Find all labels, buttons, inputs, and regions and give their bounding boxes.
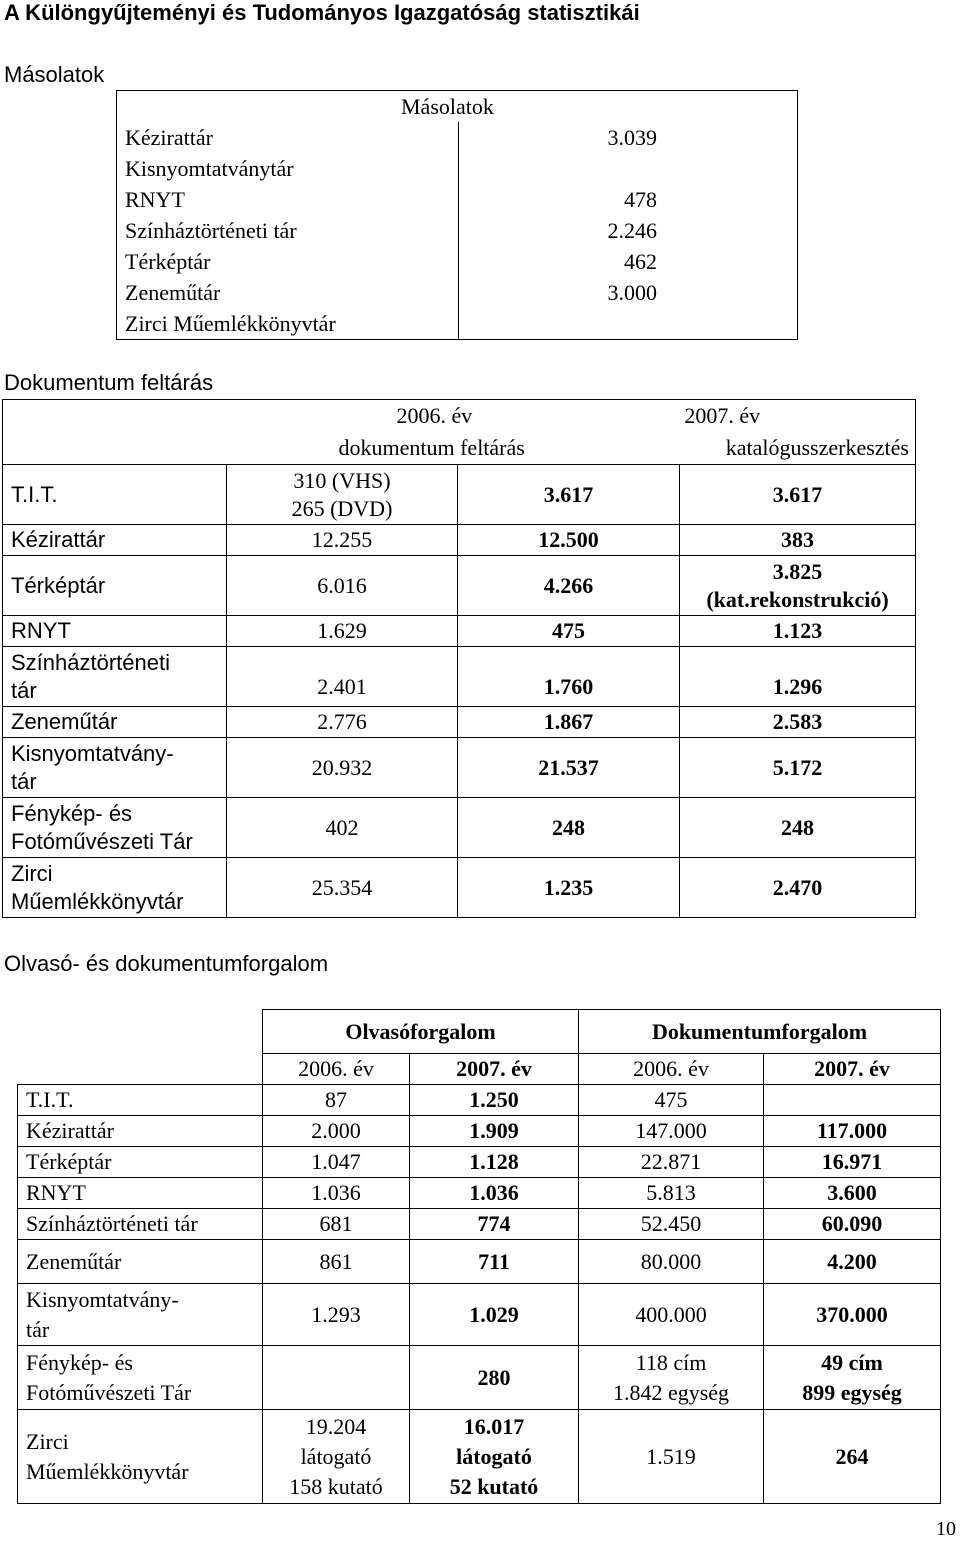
value-2007-a: 3.617 bbox=[458, 465, 680, 525]
table-row bbox=[3, 616, 916, 647]
table-row bbox=[3, 525, 916, 556]
documents-2007 bbox=[764, 1085, 941, 1116]
row-label: Színháztörténeti tár bbox=[18, 1209, 263, 1240]
readers-2006: 1.293 bbox=[263, 1284, 410, 1346]
documents-2006: 52.450 bbox=[579, 1209, 764, 1240]
value-2007-a: 1.235 bbox=[458, 858, 680, 918]
value-2007-b: 1.123 bbox=[680, 616, 916, 647]
year-2006-readers: 2006. év bbox=[263, 1054, 410, 1085]
documents-2006: 118 cím bbox=[635, 1349, 707, 1375]
table-header-row bbox=[117, 91, 798, 123]
table-row bbox=[3, 707, 916, 738]
table-row bbox=[18, 1085, 941, 1116]
readers-2007: 1.029 bbox=[410, 1284, 579, 1346]
header-sub-2007: katalógusszerkesztés bbox=[725, 435, 909, 460]
row-label: RNYT bbox=[18, 1178, 263, 1209]
readers-2007: 1.250 bbox=[410, 1085, 579, 1116]
value-2006: 2.776 bbox=[227, 707, 458, 738]
table-row bbox=[117, 184, 798, 215]
copies-table bbox=[116, 90, 798, 340]
value-2007-a: 1.760 bbox=[458, 647, 680, 707]
readers-2006: 2.000 bbox=[263, 1116, 410, 1147]
documents-2006: 5.813 bbox=[579, 1178, 764, 1209]
readers-2007: 1.036 bbox=[410, 1178, 579, 1209]
row-label: T.I.T. bbox=[18, 1085, 263, 1116]
row-label: Zeneműtár bbox=[18, 1240, 263, 1284]
value-2007-b: 3.825 bbox=[772, 558, 823, 584]
readers-2006: 681 bbox=[263, 1209, 410, 1240]
row-label: Kézirattár bbox=[3, 525, 227, 556]
row-label: Fénykép- és bbox=[11, 800, 133, 826]
readers-2006: 87 bbox=[263, 1085, 410, 1116]
readers-2007: 1.128 bbox=[410, 1147, 579, 1178]
documents-2006: 147.000 bbox=[579, 1116, 764, 1147]
table-row bbox=[18, 1346, 941, 1410]
table-row bbox=[18, 1178, 941, 1209]
row-label: RNYT bbox=[117, 184, 459, 215]
section-title-processing: Dokumentum feltárás bbox=[4, 370, 214, 395]
value-2007-a: 475 bbox=[458, 616, 680, 647]
value-2007-a: 248 bbox=[458, 798, 680, 858]
page-number: 10 bbox=[936, 1518, 956, 1540]
readers-2007: 16.017 bbox=[463, 1413, 525, 1439]
row-label-2: Műemlékkönyvtár bbox=[26, 1458, 189, 1484]
row-label: Zirci bbox=[26, 1428, 69, 1454]
value-2006: 6.016 bbox=[227, 556, 458, 616]
documents-2007: 60.090 bbox=[764, 1209, 941, 1240]
traffic-table bbox=[17, 1009, 941, 1504]
row-value bbox=[459, 153, 798, 184]
value-2007-b: 5.172 bbox=[680, 738, 916, 798]
table-row bbox=[3, 556, 916, 616]
documents-2007-b: 899 egység bbox=[802, 1379, 902, 1405]
readers-2007: 711 bbox=[410, 1240, 579, 1284]
row-value: 478 bbox=[624, 186, 657, 212]
row-value: 3.000 bbox=[607, 279, 657, 305]
documents-2007: 49 cím bbox=[821, 1349, 883, 1375]
readers-2007: 1.909 bbox=[410, 1116, 579, 1147]
value-2007-b: 1.296 bbox=[680, 647, 916, 707]
readers-2007-c: 52 kutató bbox=[449, 1473, 539, 1499]
documents-2007: 264 bbox=[764, 1410, 941, 1504]
row-label: Színháztörténeti bbox=[11, 649, 170, 675]
documents-2007: 3.600 bbox=[764, 1178, 941, 1209]
table-header-row bbox=[18, 1010, 941, 1054]
table-row bbox=[3, 798, 916, 858]
row-label: Térképtár bbox=[18, 1147, 263, 1178]
readers-2006: 861 bbox=[263, 1240, 410, 1284]
table-subheader-row bbox=[18, 1054, 941, 1085]
section-title-copies: Másolatok bbox=[4, 62, 105, 87]
header-readers: Olvasóforgalom bbox=[263, 1010, 579, 1054]
documents-2007: 16.971 bbox=[764, 1147, 941, 1178]
value-2007-b: 248 bbox=[680, 798, 916, 858]
row-label: Térképtár bbox=[117, 246, 459, 277]
table-row bbox=[117, 246, 798, 277]
readers-2006: 1.036 bbox=[263, 1178, 410, 1209]
table-row bbox=[18, 1209, 941, 1240]
readers-2006 bbox=[263, 1346, 410, 1410]
row-value: 3.039 bbox=[607, 124, 657, 150]
documents-2007: 370.000 bbox=[764, 1284, 941, 1346]
value-2007-b: 383 bbox=[680, 525, 916, 556]
row-label-2: tár bbox=[11, 768, 37, 794]
header-documents: Dokumentumforgalom bbox=[579, 1010, 941, 1054]
table-row bbox=[18, 1240, 941, 1284]
documents-2006: 80.000 bbox=[579, 1240, 764, 1284]
row-label: T.I.T. bbox=[11, 481, 58, 507]
documents-2007: 117.000 bbox=[764, 1116, 941, 1147]
section-title-traffic: Olvasó- és dokumentumforgalom bbox=[4, 951, 329, 976]
table-row bbox=[3, 647, 916, 707]
readers-2006: 19.204 bbox=[305, 1413, 367, 1439]
value-2007-a: 12.500 bbox=[458, 525, 680, 556]
year-2007-readers: 2007. év bbox=[410, 1054, 579, 1085]
row-label: Zeneműtár bbox=[117, 277, 459, 308]
table-row bbox=[3, 738, 916, 798]
row-value: 2.246 bbox=[607, 217, 657, 243]
table-row bbox=[3, 465, 916, 525]
processing-table bbox=[2, 399, 916, 918]
row-label-2: Fotóművészeti Tár bbox=[26, 1379, 192, 1405]
row-label-2: tár bbox=[11, 677, 37, 703]
table-row bbox=[18, 1116, 941, 1147]
row-label: Kézirattár bbox=[18, 1116, 263, 1147]
header-year-2007: 2007. év bbox=[684, 403, 761, 428]
year-2006-documents: 2006. év bbox=[579, 1054, 764, 1085]
page-title: A Különgyűjteményi és Tudományos Igazgatóság statisztikái bbox=[4, 0, 640, 25]
row-value: 462 bbox=[624, 248, 657, 274]
value-2006-b: 265 (DVD) bbox=[291, 495, 393, 521]
row-label: Színháztörténeti tár bbox=[117, 215, 459, 246]
readers-2006-b: látogató bbox=[300, 1443, 372, 1469]
readers-2007: 280 bbox=[410, 1346, 579, 1410]
row-label: Zirci bbox=[11, 860, 53, 886]
row-label-2: Fotóművészeti Tár bbox=[11, 828, 193, 854]
value-2006: 1.629 bbox=[227, 616, 458, 647]
documents-2007: 4.200 bbox=[764, 1240, 941, 1284]
table-row bbox=[18, 1284, 941, 1346]
readers-2006: 1.047 bbox=[263, 1147, 410, 1178]
value-2007-b: 3.617 bbox=[680, 465, 916, 525]
table-row bbox=[117, 153, 798, 184]
row-value bbox=[459, 308, 798, 340]
value-2007-b: 2.583 bbox=[680, 707, 916, 738]
readers-2007-b: látogató bbox=[456, 1443, 532, 1469]
row-label: Fénykép- és bbox=[26, 1349, 133, 1375]
header-year-2006: 2006. év bbox=[396, 403, 473, 428]
value-2007-b: 2.470 bbox=[680, 858, 916, 918]
value-2006: 12.255 bbox=[227, 525, 458, 556]
row-label: Zeneműtár bbox=[3, 707, 227, 738]
copies-header: Másolatok bbox=[401, 93, 494, 119]
documents-2006: 1.519 bbox=[579, 1410, 764, 1504]
documents-2006-b: 1.842 egység bbox=[612, 1379, 730, 1405]
documents-2006: 22.871 bbox=[579, 1147, 764, 1178]
row-label: Kisnyomtatvány- bbox=[26, 1286, 179, 1312]
row-label: Zirci Műemlékkönyvtár bbox=[117, 308, 459, 340]
table-row bbox=[18, 1410, 941, 1504]
value-2007-a: 1.867 bbox=[458, 707, 680, 738]
readers-2007: 774 bbox=[410, 1209, 579, 1240]
table-row bbox=[117, 215, 798, 246]
value-2006: 2.401 bbox=[227, 647, 458, 707]
row-label-2: Műemlékkönyvtár bbox=[11, 888, 184, 914]
value-2006: 20.932 bbox=[227, 738, 458, 798]
documents-2006: 400.000 bbox=[579, 1284, 764, 1346]
table-row bbox=[3, 858, 916, 918]
value-2007-a: 4.266 bbox=[458, 556, 680, 616]
value-2007-a: 21.537 bbox=[458, 738, 680, 798]
row-label: Kisnyomtatványtár bbox=[117, 153, 459, 184]
row-label: RNYT bbox=[3, 616, 227, 647]
readers-2006-c: 158 kutató bbox=[289, 1473, 383, 1499]
value-2006: 310 (VHS) bbox=[293, 467, 391, 493]
value-2006: 402 bbox=[227, 798, 458, 858]
table-row bbox=[117, 308, 798, 340]
row-label: Kézirattár bbox=[117, 122, 459, 153]
value-2007-b-note: (kat.rekonstrukció) bbox=[706, 586, 889, 612]
table-row bbox=[117, 277, 798, 308]
table-row bbox=[117, 122, 798, 153]
row-label: Kisnyomtatvány- bbox=[11, 740, 174, 766]
documents-2006: 475 bbox=[579, 1085, 764, 1116]
year-2007-documents: 2007. év bbox=[764, 1054, 941, 1085]
value-2006: 25.354 bbox=[227, 858, 458, 918]
row-label: Térképtár bbox=[3, 556, 227, 616]
table-row bbox=[18, 1147, 941, 1178]
header-sub-2006: dokumentum feltárás bbox=[338, 435, 525, 460]
table-header-row bbox=[3, 400, 916, 465]
row-label-2: tár bbox=[26, 1316, 50, 1342]
